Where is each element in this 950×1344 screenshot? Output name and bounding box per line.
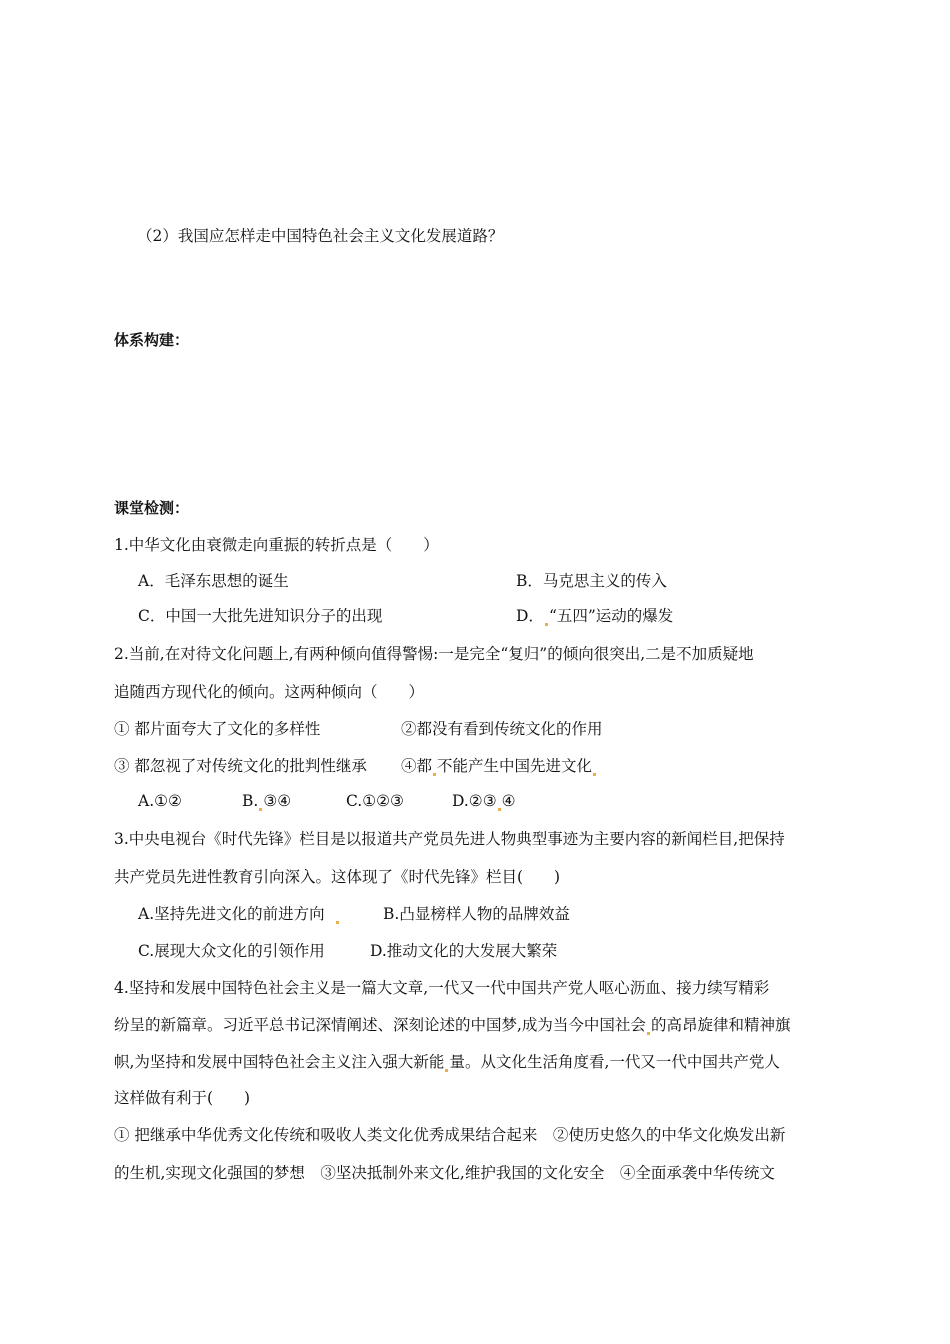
section-heading-check: 课堂检测： bbox=[114, 499, 190, 517]
q4-line-2 bbox=[114, 1015, 790, 1035]
q2-stem-line-2: 追随西方现代化的倾向。这两种倾向（ ） bbox=[114, 683, 425, 701]
highlight-mark bbox=[445, 1069, 448, 1072]
highlight-mark bbox=[498, 808, 501, 811]
highlight-mark bbox=[259, 808, 262, 811]
q2-option-d bbox=[452, 791, 516, 811]
question-2-prompt: （2）我国应怎样走中国特色社会主义文化发展道路？ bbox=[137, 227, 504, 245]
q2-item-2: ②都没有看到传统文化的作用 bbox=[401, 720, 603, 738]
q2-item-4-tail: 不能产生中国先进文化 bbox=[437, 757, 593, 775]
q2-option-b bbox=[242, 791, 291, 811]
q2-option-a: A.①② bbox=[138, 792, 182, 810]
q2-item-3: ③ 都忽视了对传统文化的批判性继承 bbox=[114, 757, 367, 775]
q3-option-c: C.展现大众文化的引领作用 bbox=[138, 942, 325, 960]
q1-option-d bbox=[516, 606, 673, 626]
q4-line-3-tail: 量。从文化生活角度看,一代又一代中国共产党人 bbox=[449, 1053, 780, 1071]
q3-stem-line-1: 3.中央电视台《时代先锋》栏目是以报道共产党员先进人物典型事迹为主要内容的新闻栏目,把保持 bbox=[114, 830, 785, 848]
highlight-mark bbox=[545, 623, 548, 626]
q1-option-d-text: “五四”运动的爆发 bbox=[548, 607, 674, 625]
q1-option-c: C．中国一大批先进知识分子的出现 bbox=[138, 607, 383, 625]
q3-option-d: D.推动文化的大发展大繁荣 bbox=[370, 942, 558, 960]
q4-line-2-tail: 的高昂旋律和精神旗 bbox=[650, 1016, 791, 1034]
q2-option-b-letter: B. bbox=[242, 792, 259, 810]
q2-option-d-tail: ④ bbox=[501, 792, 516, 810]
q2-option-b-text: ③④ bbox=[263, 792, 292, 810]
q4-line-3 bbox=[114, 1052, 780, 1072]
q4-line-1: 4.坚持和发展中国特色社会主义是一篇大文章,一代又一代中国共产党人呕心沥血、接力续写精彩 bbox=[114, 979, 770, 997]
q4-line-6: 的生机,实现文化强国的梦想 ③坚决抵制外来文化,维护我国的文化安全 ④全面承袭中华传统文 bbox=[114, 1164, 775, 1182]
highlight-mark bbox=[593, 773, 596, 776]
q1-stem: 1.中华文化由衰微走向重振的转折点是（ ） bbox=[114, 536, 439, 554]
q4-line-5: ① 把继承中华优秀文化传统和吸收人类文化优秀成果结合起来 ②使历史悠久的中华文化焕发出新 bbox=[114, 1126, 786, 1144]
q2-stem-line-1: 2.当前,在对待文化问题上,有两种倾向值得警惕:一是完全“复归”的倾向很突出,二是不加质疑地 bbox=[114, 645, 754, 663]
q1-option-b: B．马克思主义的传入 bbox=[516, 572, 667, 590]
q2-option-c: C.①②③ bbox=[346, 792, 404, 810]
q4-line-2-head: 纷呈的新篇章。习近平总书记深情阐述、深刻论述的中国梦,成为当今中国社会 bbox=[114, 1016, 646, 1034]
q1-option-d-prefix: D． bbox=[516, 607, 544, 625]
highlight-mark bbox=[647, 1032, 650, 1035]
q4-line-3-head: 帜,为坚持和发展中国特色社会主义注入强大新能 bbox=[114, 1053, 445, 1071]
q1-option-a: A．毛泽东思想的诞生 bbox=[138, 572, 289, 590]
q2-item-1: ① 都片面夸大了文化的多样性 bbox=[114, 720, 321, 738]
highlight-mark bbox=[433, 773, 436, 776]
highlight-mark bbox=[336, 921, 339, 924]
q3-option-a bbox=[138, 904, 340, 924]
q3-option-b: B.凸显榜样人物的品牌效益 bbox=[383, 905, 570, 923]
q3-option-a-text: A.坚持先进文化的前进方向 bbox=[138, 905, 325, 923]
q4-line-4: 这样做有利于( ) bbox=[114, 1089, 251, 1107]
q2-item-4-head: ④都 bbox=[401, 757, 433, 775]
section-heading-system: 体系构建： bbox=[114, 331, 190, 349]
q2-option-d-head: D.②③ bbox=[452, 792, 497, 810]
q2-item-4 bbox=[401, 756, 597, 776]
q3-stem-line-2: 共产党员先进性教育引向深入。这体现了《时代先锋》栏目( ) bbox=[114, 868, 561, 886]
